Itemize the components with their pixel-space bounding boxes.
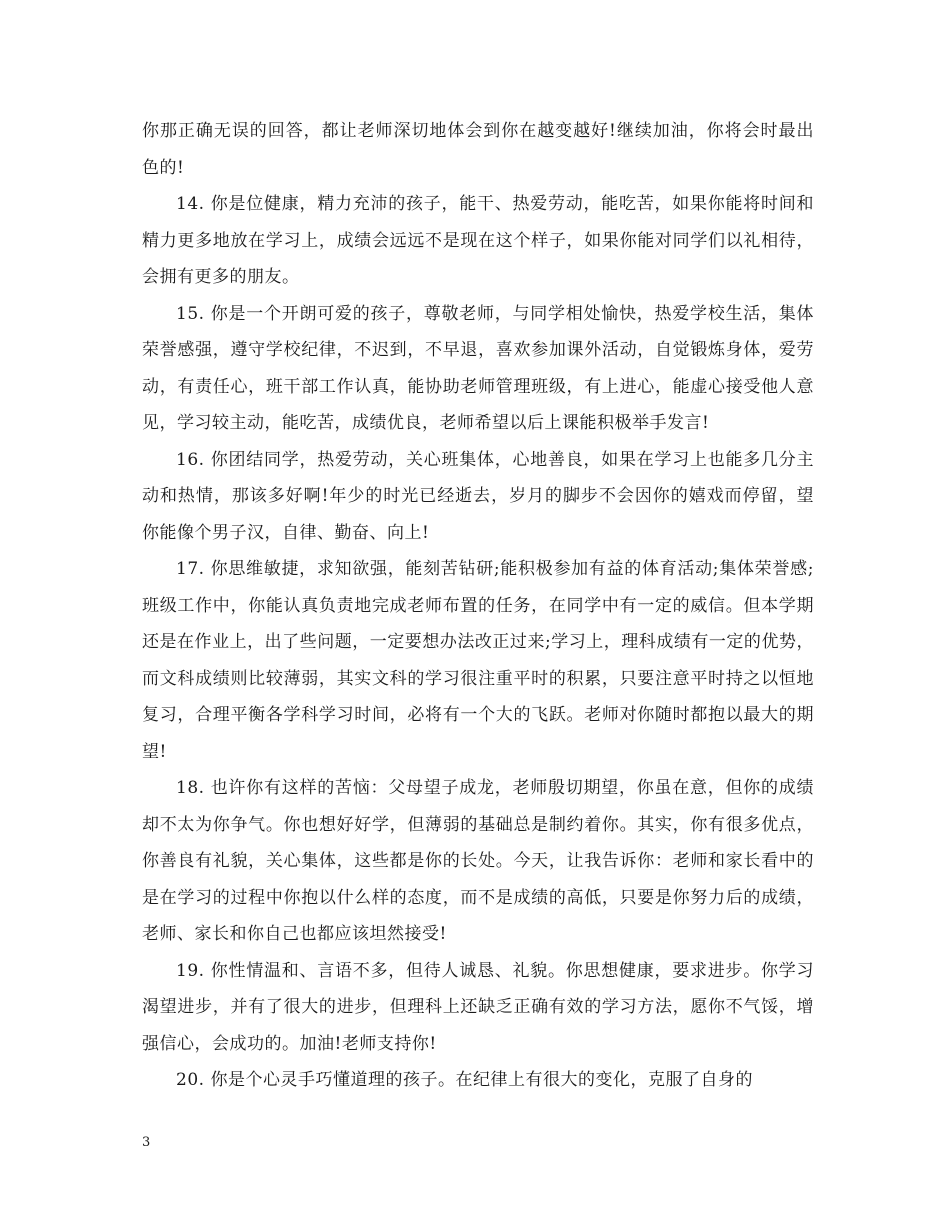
paragraph-14: 14. 你是位健康，精力充沛的孩子，能干、热爱劳动，能吃苦，如果你能将时间和精力更多地放在学习上，成绩会远远不是现在这个样子，如果你能对同学们以礼相待，会拥有更多的朋友。 [142, 194, 814, 287]
paragraph-16: 16. 你团结同学，热爱劳动，关心班集体，心地善良，如果在学习上也能多几分主动和热情，那该多好啊!年少的时光已经逝去，岁月的脚步不会因你的嬉戏而停留，望你能像个男子汉，自律、勤奋、向上! [142, 449, 814, 543]
body-text [142, 113, 814, 1099]
paragraph-17: 17. 你思维敏捷，求知欲强，能刻苦钻研;能积极参加有益的体育活动;集体荣誉感;班级工作中，你能认真负责地完成老师布置的任务，在同学中有一定的威信。但本学期还是在作业上，出了些问题，一定要想办法改正过来;学习上，理科成绩有一定的优势，而文科成绩则比较薄弱，其实文科的学习很注重平时的积累，只要注意平时持之以恒地复习，合理平衡各学科学习时间，必将有一个大的飞跃。老师对你随时都抱以最大的期望! [142, 559, 814, 762]
paragraph-19: 19. 你性情温和、言语不多，但待人诚恳、礼貌。你思想健康，要求进步。你学习渴望进步，并有了很大的进步，但理科上还缺乏正确有效的学习方法，愿你不气馁，增强信心，会成功的。加油!老师支持你! [142, 960, 814, 1054]
paragraph-13-continued: 你那正确无误的回答，都让老师深切地体会到你在越变越好!继续加油，你将会时最出色的! [142, 121, 814, 178]
page-number: 3 [142, 1135, 151, 1150]
paragraph-18: 18. 也许你有这样的苦恼：父母望子成龙，老师殷切期望，你虽在意，但你的成绩却不太为你争气。你也想好好学，但薄弱的基础总是制约着你。其实，你有很多优点，你善良有礼貌，关心集体，这些都是你的长处。今天，让我告诉你：老师和家长看中的是在学习的过程中你抱以什么样的态度，而不是成绩的高低，只要是你努力后的成绩，老师、家长和你自己也都应该坦然接受! [142, 778, 814, 944]
paragraph-20: 20. 你是个心灵手巧懂道理的孩子。在纪律上有很大的变化，克服了自身的 [176, 1070, 753, 1090]
paragraph-15: 15. 你是一个开朗可爱的孩子，尊敬老师，与同学相处愉快，热爱学校生活，集体荣誉感强，遵守学校纪律，不迟到，不早退，喜欢参加课外活动，自觉锻炼身体，爱劳动，有责任心，班干部工作认真，能协助老师管理班级，有上进心，能虚心接受他人意见，学习较主动，能吃苦，成绩优良，老师希望以后上课能积极举手发言! [142, 303, 814, 433]
